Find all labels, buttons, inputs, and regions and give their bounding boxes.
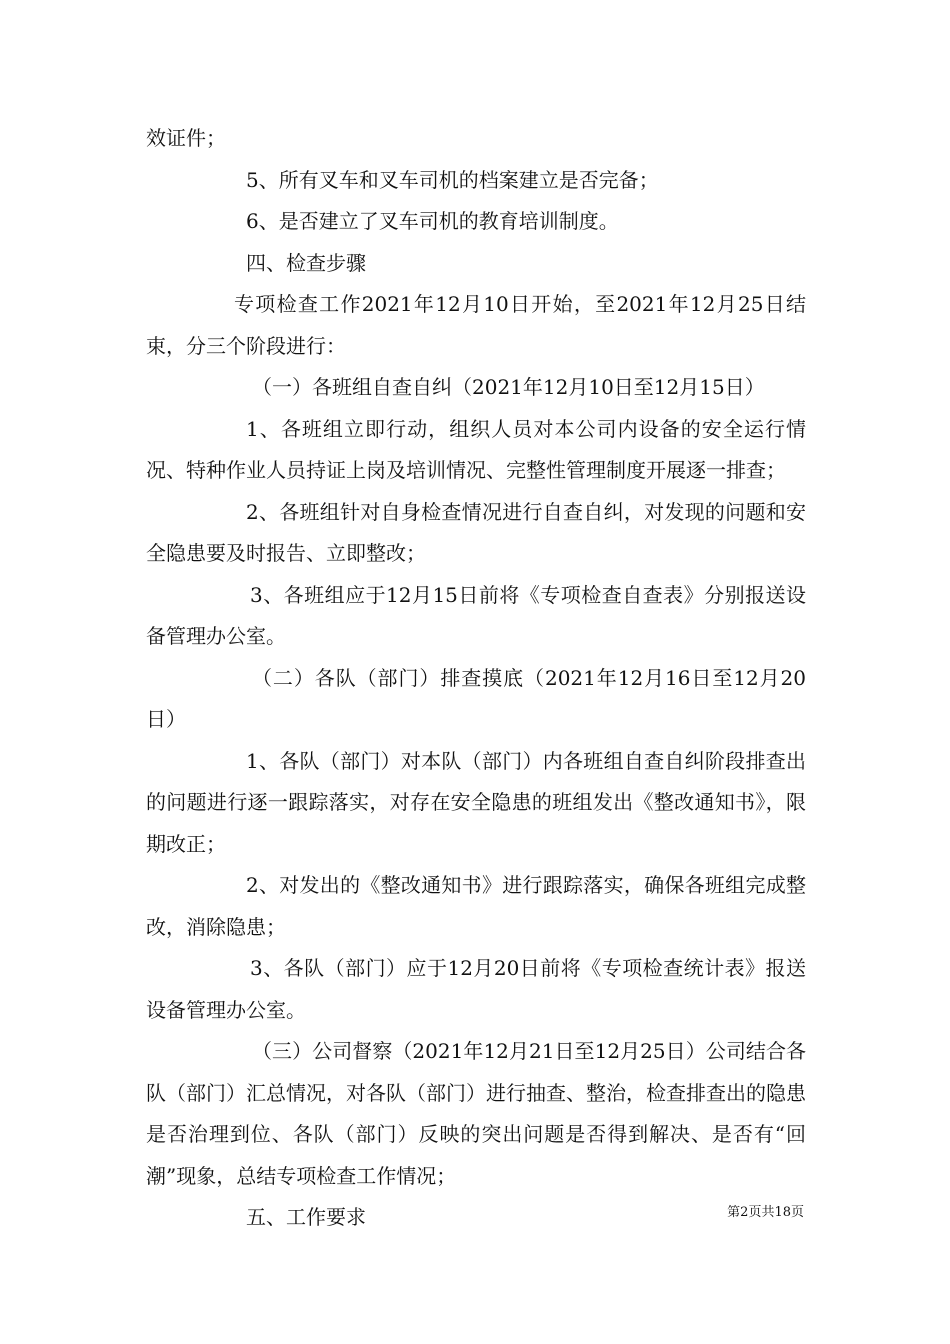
paragraph-stage1-item-2: 2、各班组针对自身检查情况进行自查自纠，对发现的问题和安全隐患要及时报告、立即整改； [146,499,806,565]
paragraph-item-5: 5、所有叉车和叉车司机的档案建立是否完备； [246,167,659,192]
subsection-heading-2: （二）各队（部门）排查摸底（2021年12月16日至12月20日） [146,665,806,731]
page-number-footer: 第2页共18页 [727,1205,804,1220]
paragraph-stage1-item-1: 1、各班组立即行动，组织人员对本公司内设备的安全运行情况、特种作业人员持证上岗及培训情况、完整性管理制度开展逐一排查； [146,416,806,482]
paragraph-stage2-item-3: 3、各队（部门）应于12月20日前将《专项检查统计表》报送设备管理办公室。 [146,956,806,1022]
paragraph-stage2-item-1: 1、各队（部门）对本队（部门）内各班组自查自纠阶段排查出的问题进行逐一跟踪落实，对存在安全隐患的班组发出《整改通知书》，限期改正； [146,748,806,856]
document-body [146,118,806,1239]
subsection-heading-1: （一）各班组自查自纠（2021年12月10日至12月15日） [252,375,765,399]
paragraph-stage2-item-2: 2、对发出的《整改通知书》进行跟踪落实，确保各班组完成整改，消除隐患； [146,873,806,939]
section-heading-requirements: 五、工作要求 [246,1205,366,1229]
paragraph-continuation: 效证件； [146,126,226,150]
paragraph-schedule-intro: 专项检查工作2021年12月10日开始，至2021年12月25日结束，分三个阶段进行： [146,292,806,358]
section-heading-steps: 四、检查步骤 [246,250,366,275]
subsection-heading-3: （三）公司督察（2021年12月21日至12月25日）公司结合各队（部门）汇总情况，对各队（部门）进行抽查、整治，检查排查出的隐患是否治理到位、各队（部门）反映的突出问题是否得到解决、是否有“回潮”现象，总结专项检查工作情况； [146,1039,806,1188]
paragraph-stage1-item-3: 3、各班组应于12月15日前将《专项检查自查表》分别报送设备管理办公室。 [146,582,806,648]
paragraph-item-6: 6、是否建立了叉车司机的教育培训制度。 [246,209,619,233]
